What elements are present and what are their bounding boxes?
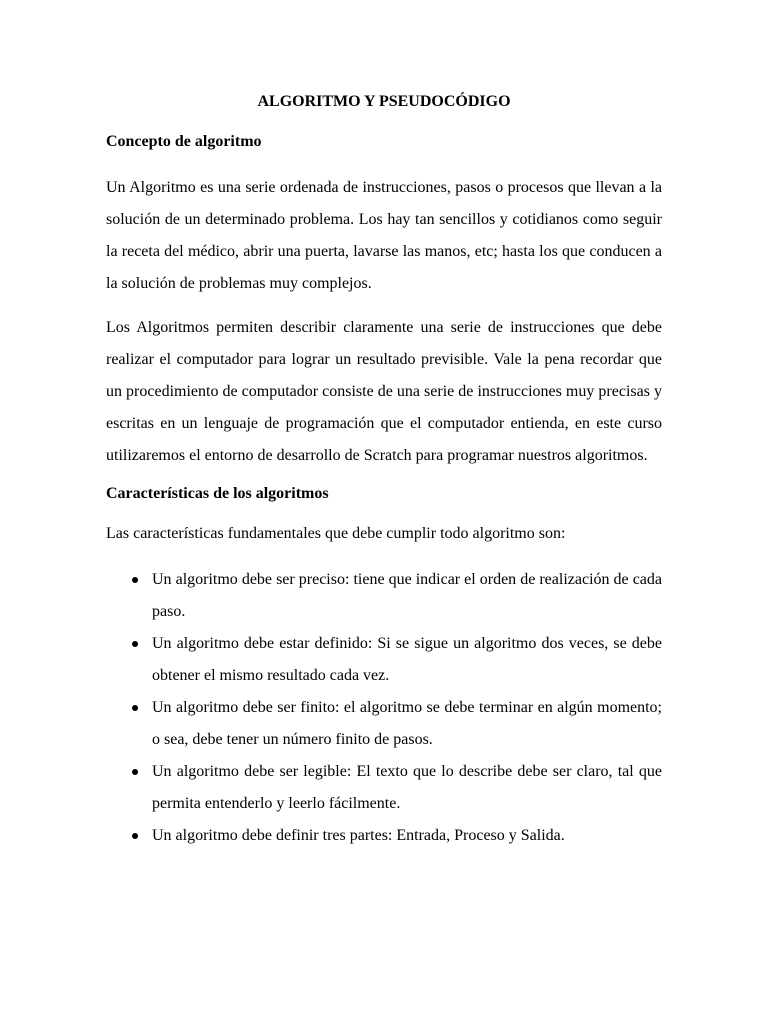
paragraph-2: Los Algoritmos permiten describir claramente una serie de instrucciones que debe realizar el computador para lograr un resultado previsible. Vale la pena recordar que un procedimiento de computador consiste de una serie de instrucciones muy precisas y escritas en un lenguaje de programación que el computador entienda, en este curso utilizaremos el entorno de desarrollo de Scratch para programar nuestros algoritmos. — [106, 319, 662, 464]
bullet-icon — [132, 769, 138, 775]
bullet-icon — [132, 705, 138, 711]
list-intro: Las características fundamentales que debe cumplir todo algoritmo son: — [106, 525, 566, 542]
bullet-icon — [132, 833, 138, 839]
list-item-text: Un algoritmo debe estar definido: Si se sigue un algoritmo dos veces, se debe obtener el mismo resultado cada vez. — [152, 635, 662, 684]
list-item-text: Un algoritmo debe ser legible: El texto que lo describe debe ser claro, tal que permita entenderlo y leerlo fácilmente. — [152, 763, 662, 812]
paragraph-1: Un Algoritmo es una serie ordenada de instrucciones, pasos o procesos que llevan a la solución de un determinado problema. Los hay tan sencillos y cotidianos como seguir la receta del médico, abrir una puerta, lavarse las manos, etc; hasta los que conducen a la solución de problemas muy complejos. — [106, 179, 662, 292]
list-item — [106, 820, 662, 852]
section-heading-concepto: Concepto de algoritmo — [106, 133, 262, 150]
characteristics-list — [106, 564, 662, 852]
bullet-icon — [132, 641, 138, 647]
list-item-text: Un algoritmo debe definir tres partes: Entrada, Proceso y Salida. — [152, 827, 565, 844]
list-item — [106, 564, 662, 628]
section-heading-caracteristicas: Características de los algoritmos — [106, 485, 329, 502]
list-item — [106, 756, 662, 820]
list-item-text: Un algoritmo debe ser preciso: tiene que indicar el orden de realización de cada paso. — [152, 571, 662, 620]
list-item — [106, 692, 662, 756]
list-item-text: Un algoritmo debe ser finito: el algoritmo se debe terminar en algún momento; o sea, debe tener un número finito de pasos. — [152, 699, 662, 748]
page-title: ALGORITMO Y PSEUDOCÓDIGO — [257, 93, 511, 110]
list-item — [106, 628, 662, 692]
bullet-icon — [132, 577, 138, 583]
